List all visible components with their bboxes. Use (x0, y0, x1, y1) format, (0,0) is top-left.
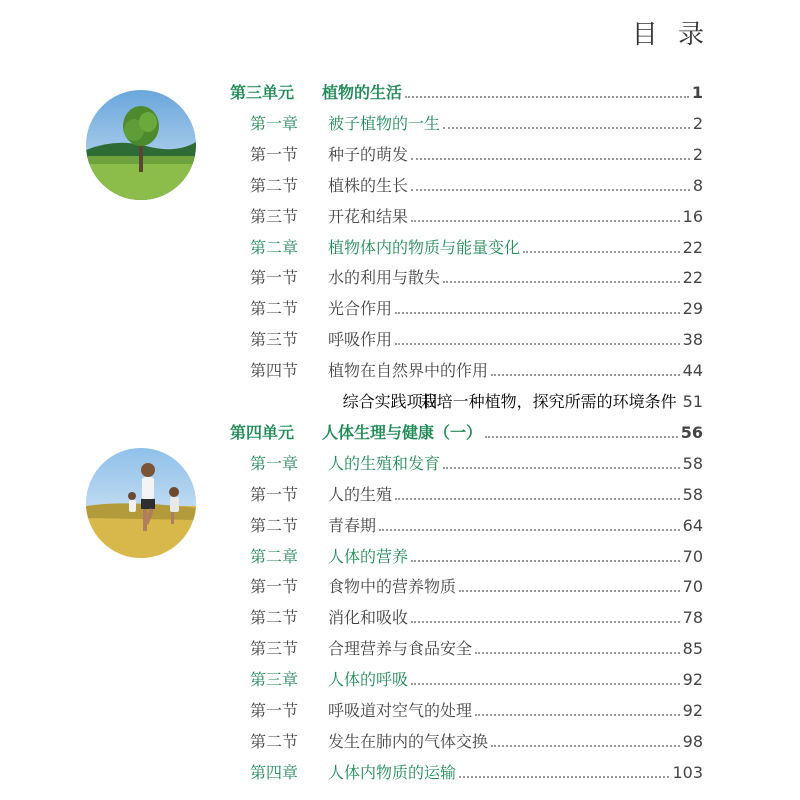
toc-entry-section (250, 202, 703, 232)
entry-page-number: 92 (682, 670, 703, 690)
entry-title: 消化和吸收 (328, 608, 409, 628)
entry-title: 人体的呼吸 (328, 670, 409, 690)
entry-number: 第一章 (250, 113, 299, 133)
entry-title: 人体内物质的运输 (328, 762, 457, 782)
dot-leader (395, 343, 680, 345)
entry-title: 青春期 (328, 515, 377, 535)
dot-leader (491, 374, 680, 376)
entry-page-number: 103 (672, 762, 703, 782)
dot-leader (443, 127, 690, 129)
children-running-photo (86, 448, 196, 558)
entry-number: 第二节 (250, 515, 299, 535)
dot-leader (411, 560, 680, 562)
dot-leader (523, 251, 680, 253)
entry-number: 第二章 (250, 237, 299, 257)
entry-number: 第二节 (250, 731, 299, 751)
entry-number: 第一节 (250, 484, 299, 504)
entry-title: 栽培一种植物，探究所需的环境条件 (420, 392, 677, 411)
dot-leader (379, 529, 680, 531)
entry-number: 第二节 (250, 299, 299, 319)
entry-title: 开花和结果 (328, 206, 409, 226)
toc-entry-section (250, 634, 703, 664)
entry-title: 呼吸作用 (328, 330, 393, 350)
toc-entry-section (250, 356, 703, 386)
entry-title: 食物中的营养物质 (328, 577, 457, 597)
toc-entry-section (250, 263, 703, 293)
toc-entry-chapter (250, 233, 703, 263)
toc-entry-chapter (250, 542, 703, 572)
entry-title: 人体的营养 (328, 546, 409, 566)
dot-leader (411, 158, 690, 160)
dot-leader (491, 745, 680, 747)
toc-entry-section (250, 572, 703, 602)
entry-page-number: 2 (692, 144, 703, 164)
dot-leader (459, 590, 680, 592)
toc-entry-chapter (250, 109, 703, 139)
entry-number: 第四单元 (230, 422, 295, 442)
entry-number: 第一节 (250, 577, 299, 597)
entry-number: 第三节 (250, 206, 299, 226)
entry-title: 人的生殖 (328, 484, 393, 504)
entry-title: 种子的萌发 (328, 144, 409, 164)
entry-title: 合理营养与食品安全 (328, 639, 473, 659)
entry-page-number: 22 (682, 237, 703, 257)
entry-page-number: 1 (691, 83, 703, 102)
tree-in-meadow-photo (86, 90, 196, 200)
entry-title: 人体生理与健康（一） (322, 422, 483, 442)
entry-number: 第一章 (250, 453, 299, 473)
entry-page-number: 98 (682, 731, 703, 751)
dot-leader (395, 312, 680, 314)
entry-page-number: 70 (682, 577, 703, 597)
toc-entry-section (250, 140, 703, 170)
entry-number: 第四节 (250, 361, 299, 381)
dot-leader (411, 220, 680, 222)
entry-number: 第一节 (250, 268, 299, 288)
dot-leader (485, 436, 678, 438)
entry-title: 植物在自然界中的作用 (328, 361, 489, 381)
entry-number: 综合实践项目 (342, 392, 439, 411)
entry-number: 第一节 (250, 144, 299, 164)
entry-page-number: 92 (682, 701, 703, 720)
entry-number: 第二章 (250, 546, 299, 566)
entry-page-number: 70 (682, 546, 703, 566)
entry-title: 植物体内的物质与能量变化 (328, 237, 521, 257)
toc-entry-section (250, 480, 703, 510)
entry-number: 第三章 (250, 670, 299, 690)
dot-leader (443, 281, 680, 283)
dot-leader (411, 683, 680, 685)
dot-leader (475, 652, 680, 654)
dot-leader (411, 189, 690, 191)
entry-title: 呼吸道对空气的处理 (328, 701, 473, 720)
entry-page-number: 64 (682, 515, 703, 535)
entry-number: 第一节 (250, 701, 299, 720)
toc-entry-section (250, 325, 703, 355)
toc-entry-chapter (250, 449, 703, 479)
entry-title: 人的生殖和发育 (328, 453, 441, 473)
toc-entry-section (250, 171, 703, 201)
toc-entry-section (250, 294, 703, 324)
page-title: 目 录 (631, 20, 710, 50)
toc-entry-project (343, 387, 703, 417)
dot-leader (459, 776, 669, 778)
entry-page-number: 29 (682, 299, 703, 319)
entry-page-number: 58 (682, 484, 703, 504)
entry-title: 被子植物的一生 (328, 113, 441, 133)
entry-number: 第三节 (250, 639, 299, 659)
entry-page-number: 44 (682, 361, 703, 381)
entry-number: 第三节 (250, 330, 299, 350)
dot-leader (411, 621, 680, 623)
entry-number: 第四章 (250, 762, 299, 782)
entry-page-number: 78 (682, 608, 703, 628)
toc-entry-section (250, 696, 703, 726)
entry-page-number: 2 (692, 113, 703, 133)
entry-page-number: 22 (682, 268, 703, 288)
toc-entry-chapter (250, 758, 703, 788)
entry-page-number: 51 (682, 392, 703, 411)
entry-page-number: 58 (682, 453, 703, 473)
dot-leader (395, 498, 680, 500)
entry-number: 第二节 (250, 175, 299, 195)
entry-title: 水的利用与散失 (328, 268, 441, 288)
dot-leader (443, 467, 680, 469)
entry-number: 第三单元 (230, 83, 295, 102)
entry-title: 植株的生长 (328, 175, 409, 195)
entry-title: 发生在肺内的气体交换 (328, 731, 489, 751)
dot-leader (475, 714, 680, 716)
entry-page-number: 16 (682, 206, 703, 226)
entry-page-number: 85 (682, 639, 703, 659)
entry-title: 植物的生活 (322, 83, 403, 102)
entry-title: 光合作用 (328, 299, 393, 319)
toc-entry-unit (230, 78, 703, 108)
toc-entry-section (250, 727, 703, 757)
entry-page-number: 56 (680, 422, 703, 442)
toc-entry-section (250, 511, 703, 541)
toc-entry-unit (230, 418, 703, 448)
entry-page-number: 38 (682, 330, 703, 350)
toc-entry-chapter (250, 665, 703, 695)
entry-page-number: 8 (692, 175, 703, 195)
entry-number: 第二节 (250, 608, 299, 628)
dot-leader (405, 96, 689, 98)
toc-entry-section (250, 603, 703, 633)
